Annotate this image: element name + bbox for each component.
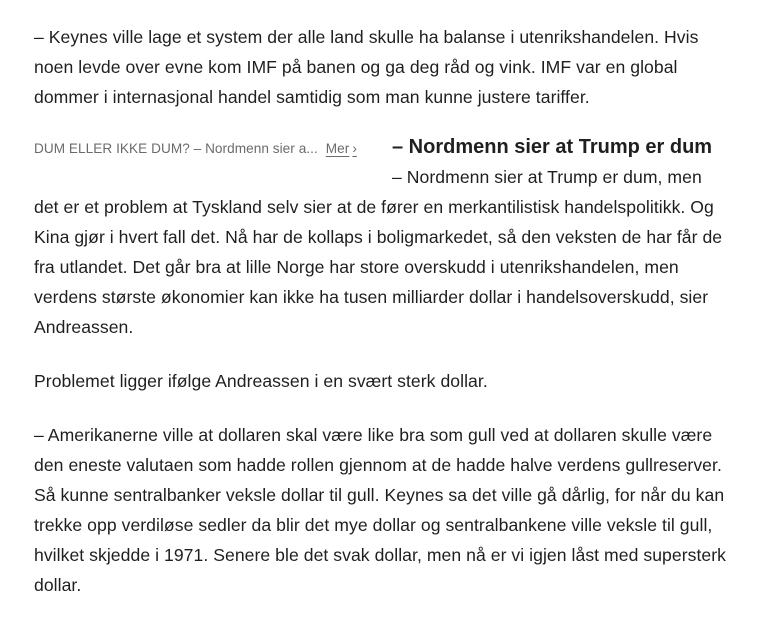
paragraph-trump-dum: – Nordmenn sier at Trump er dum, men det er et problem at Tyskland selv sier at de fører en merkantilistisk handelspolitikk. Og Kina gjør i hvert fall det. Nå har de kollaps i boligmarkedet, så den veksten de har får de fra utlandet. Det går bra at lille Norge har store overskudd i utenrikshandelen, men verdens største økonomier kan ikke ha tusen milliarder dollar i handelsoverskudd, sier Andreassen. [34, 167, 723, 337]
chevron-right-icon: › [352, 141, 357, 156]
section-heading: – Nordmenn sier at Trump er dum [392, 136, 713, 158]
teaser-more-link[interactable] [326, 141, 357, 156]
teaser-more-label[interactable]: Mer [325, 141, 350, 156]
teaser-text[interactable]: DUM ELLER IKKE DUM? – Nordmenn sier a... [34, 141, 318, 156]
paragraph-sterk-dollar: Problemet ligger ifølge Andreassen i en svært sterk dollar. [34, 371, 488, 391]
paragraph-dollar-gull: – Amerikanerne ville at dollaren skal være like bra som gull ved at dollaren skulle være den eneste valutaen som hadde rollen gjennom at de hadde halve verdens gullreserver. Så kunne sentralbanker veksle dollar til gull. Keynes sa det ville gå dårlig, for når du kan trekke opp verdiløse sedler da blir det mye dollar og sentralbankene ville veksle til gull, hvilket skjedde i 1971. Senere ble det svak dollar, men nå er vi igjen låst med supersterk dollar. [34, 425, 727, 595]
related-article-teaser[interactable] [34, 132, 392, 180]
paragraph-keynes-system: – Keynes ville lage et system der alle land skulle ha balanse i utenrikshandelen. Hvis noen levde over evne kom IMF på banen og ga deg råd og vink. IMF var en global dommer i internasjonal handel samtidig som man kunne justere tariffer. [34, 27, 699, 107]
